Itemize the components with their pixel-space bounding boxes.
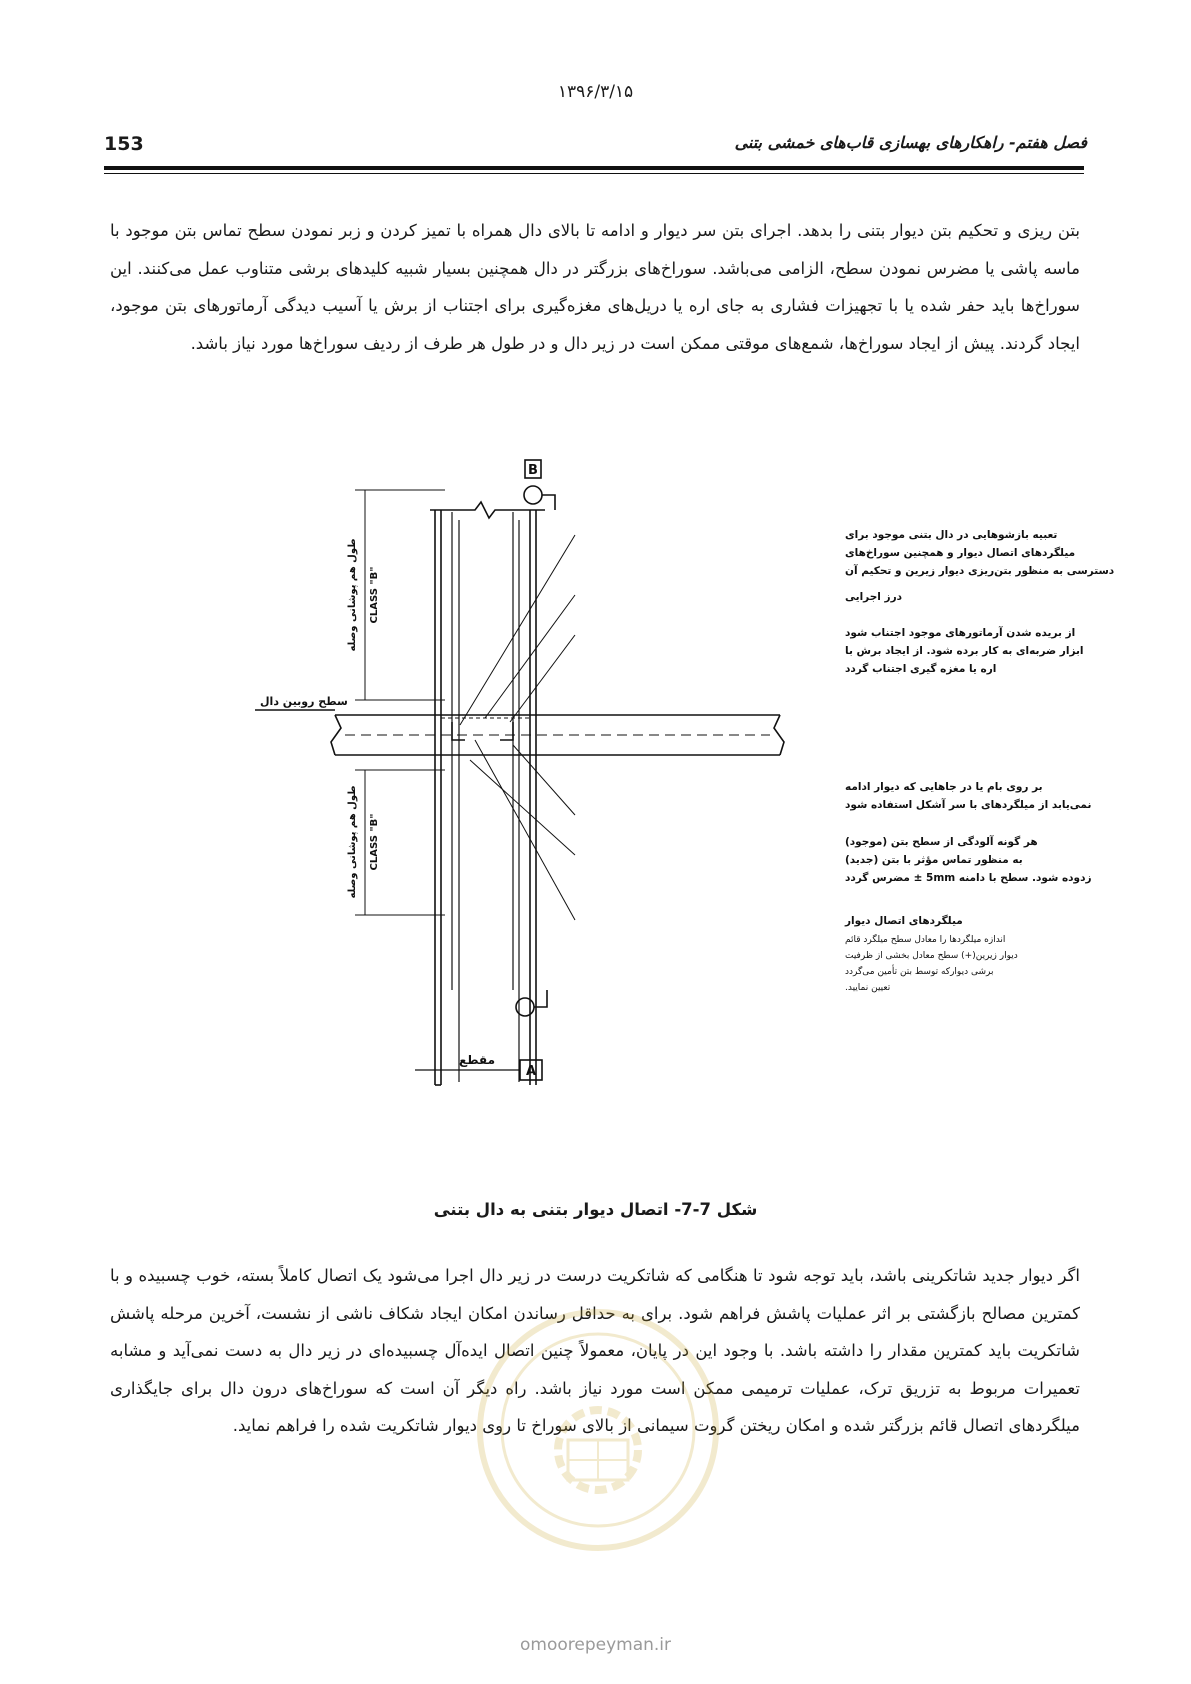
marker-b-label: B bbox=[528, 463, 538, 478]
chapter-title: فصل هفتم- راهکارهای بهسازی قاب‌های خمشی بتنی bbox=[734, 133, 1087, 152]
figure-caption: شکل 7-7- اتصال دیوار بتنی به دال بتنی bbox=[433, 1200, 758, 1219]
page-date: ۱۳۹۶/۳/۱۵ bbox=[557, 82, 634, 102]
footer-site: omoorepeyman.ir bbox=[519, 1635, 672, 1655]
note-contamination-3: زدوده شود. سطح با دامنه 5mm ± مضرس گردد bbox=[845, 872, 1092, 884]
note-openings-3: دسترسی به منظور بتن‌ریزی دیوار زیرین و تحکیم آن bbox=[845, 565, 1115, 577]
note-roof-2: نمی‌یابد از میلگردهای با سر آشکل استفاده شود bbox=[845, 799, 1092, 811]
note-contamination-1: هر گونه آلودگی از سطح بتن (موجود) bbox=[845, 836, 1038, 848]
paragraph-1: بتن ریزی و تحکیم بتن دیوار بتنی را بدهد. اجرای بتن سر دیوار و ادامه تا بالای دال همراه با تمیز کردن و زبر نمودن سطح تماس بتن موجود با ماسه پاشی یا مضرس نمودن سطح، الزامی می‌باشد. سوراخ‌های بزرگتر در دال همچنین بسیار شبیه کلیدهای برشی متناوب عمل می‌کنند. این سوراخ‌ها باید حفر شده یا با تجهیزات فشاری به جای اره یا دریل‌های مغزه‌گیری برای اجتناب از برش یا آسیب دیدگی آرماتورهای بتن موجود، ایجاد گردند. پیش از ایجاد سوراخ‌ها، شمع‌های موقتی ممکن است در زیر دال و در طول هر طرف از ردیف سوراخ‌ها مورد نیاز باشد. bbox=[110, 221, 1080, 353]
paragraph-2: اگر دیوار جدید شاتکرینی باشد، باید توجه شود تا هنگامی که شاتکریت درست در زیر دال اجرا می‌شود یک اتصال کاملاً بسته، خوب چسبیده و با کمترین مصالح بازگشتی بر اثر عملیات پاشش فراهم شود. برای به حداقل رساندن امکان ایجاد شکاف ناشی از نشست، آخرین مرحله پاشش شاتکریت باید کمترین مقدار را داشته باشد. با وجود این در پایان، معمولاً چنین اتصال ایده‌آل چسبیده‌ای در زیر دال به دست نمی‌آید و مشابه تعمیرات مربوط به تزریق ترک، عملیات ترمیمی ممکن است مورد نیاز باشد. راه دیگر آن است که سوراخ‌های درون دال برای جایگذاری میلگردهای اتصال قائم بزرگتر شده و امکان ریختن گروت سیمانی از بالای سوراخ تا روی دیوار شاتکریت شده را فراهم نماید. bbox=[110, 1266, 1080, 1435]
note-openings-2: میلگردهای اتصال دیوار و همچنین سوراخ‌های bbox=[845, 547, 1076, 559]
header-rule-thin bbox=[104, 173, 1084, 174]
note-dowels-5: تعیین نمایید. bbox=[845, 983, 891, 993]
note-roof-1: بر روی بام یا در جاهایی که دیوار ادامه bbox=[845, 781, 1043, 793]
section-arrow-top-icon bbox=[524, 486, 542, 504]
lap-class-top-label: CLASS "B" bbox=[369, 566, 380, 624]
note-dowels-2: اندازه میلگردها را معادل سطح میلگرد قائم bbox=[845, 935, 1006, 945]
lap-class-bottom-label: CLASS "B" bbox=[369, 813, 380, 871]
note-joint: درز اجرایی bbox=[845, 591, 902, 603]
lap-length-top-label: طول هم پوشانی وصله bbox=[347, 538, 358, 652]
note-dowels-4: برشی دیوارکه توسط بتن تأمین می‌گردد bbox=[845, 967, 994, 977]
header-rule bbox=[104, 166, 1084, 170]
note-dowels-3: دیوار زیرین(+) سطح معادل بخشی از ظرفیت bbox=[845, 951, 1018, 961]
note-dowels-title: میلگردهای اتصال دیوار bbox=[845, 915, 963, 927]
section-label: مقطع bbox=[459, 1053, 495, 1067]
lap-length-bottom-label: طول هم پوشانی وصله bbox=[347, 785, 358, 899]
note-cutting-3: اره یا مغزه گیری اجتناب گردد bbox=[845, 663, 997, 675]
slab-surface-label: سطح روبین دال bbox=[260, 695, 348, 708]
marker-a-label: A bbox=[525, 1064, 537, 1079]
note-cutting-2: ابزار ضربه‌ای به کار برده شود. از ایجاد برش با bbox=[845, 645, 1084, 657]
wall-slab-connection-diagram bbox=[255, 460, 1115, 1180]
organization-seal-icon bbox=[468, 1300, 728, 1560]
note-cutting-1: از بریده شدن آرماتورهای موجود اجتناب شود bbox=[845, 627, 1076, 639]
note-openings-1: تعبیه بازشوهایی در دال بتنی موجود برای bbox=[845, 529, 1058, 541]
page-number: 153 bbox=[104, 133, 144, 155]
note-contamination-2: به منظور تماس مؤثر با بتن (جدید) bbox=[845, 854, 1023, 866]
